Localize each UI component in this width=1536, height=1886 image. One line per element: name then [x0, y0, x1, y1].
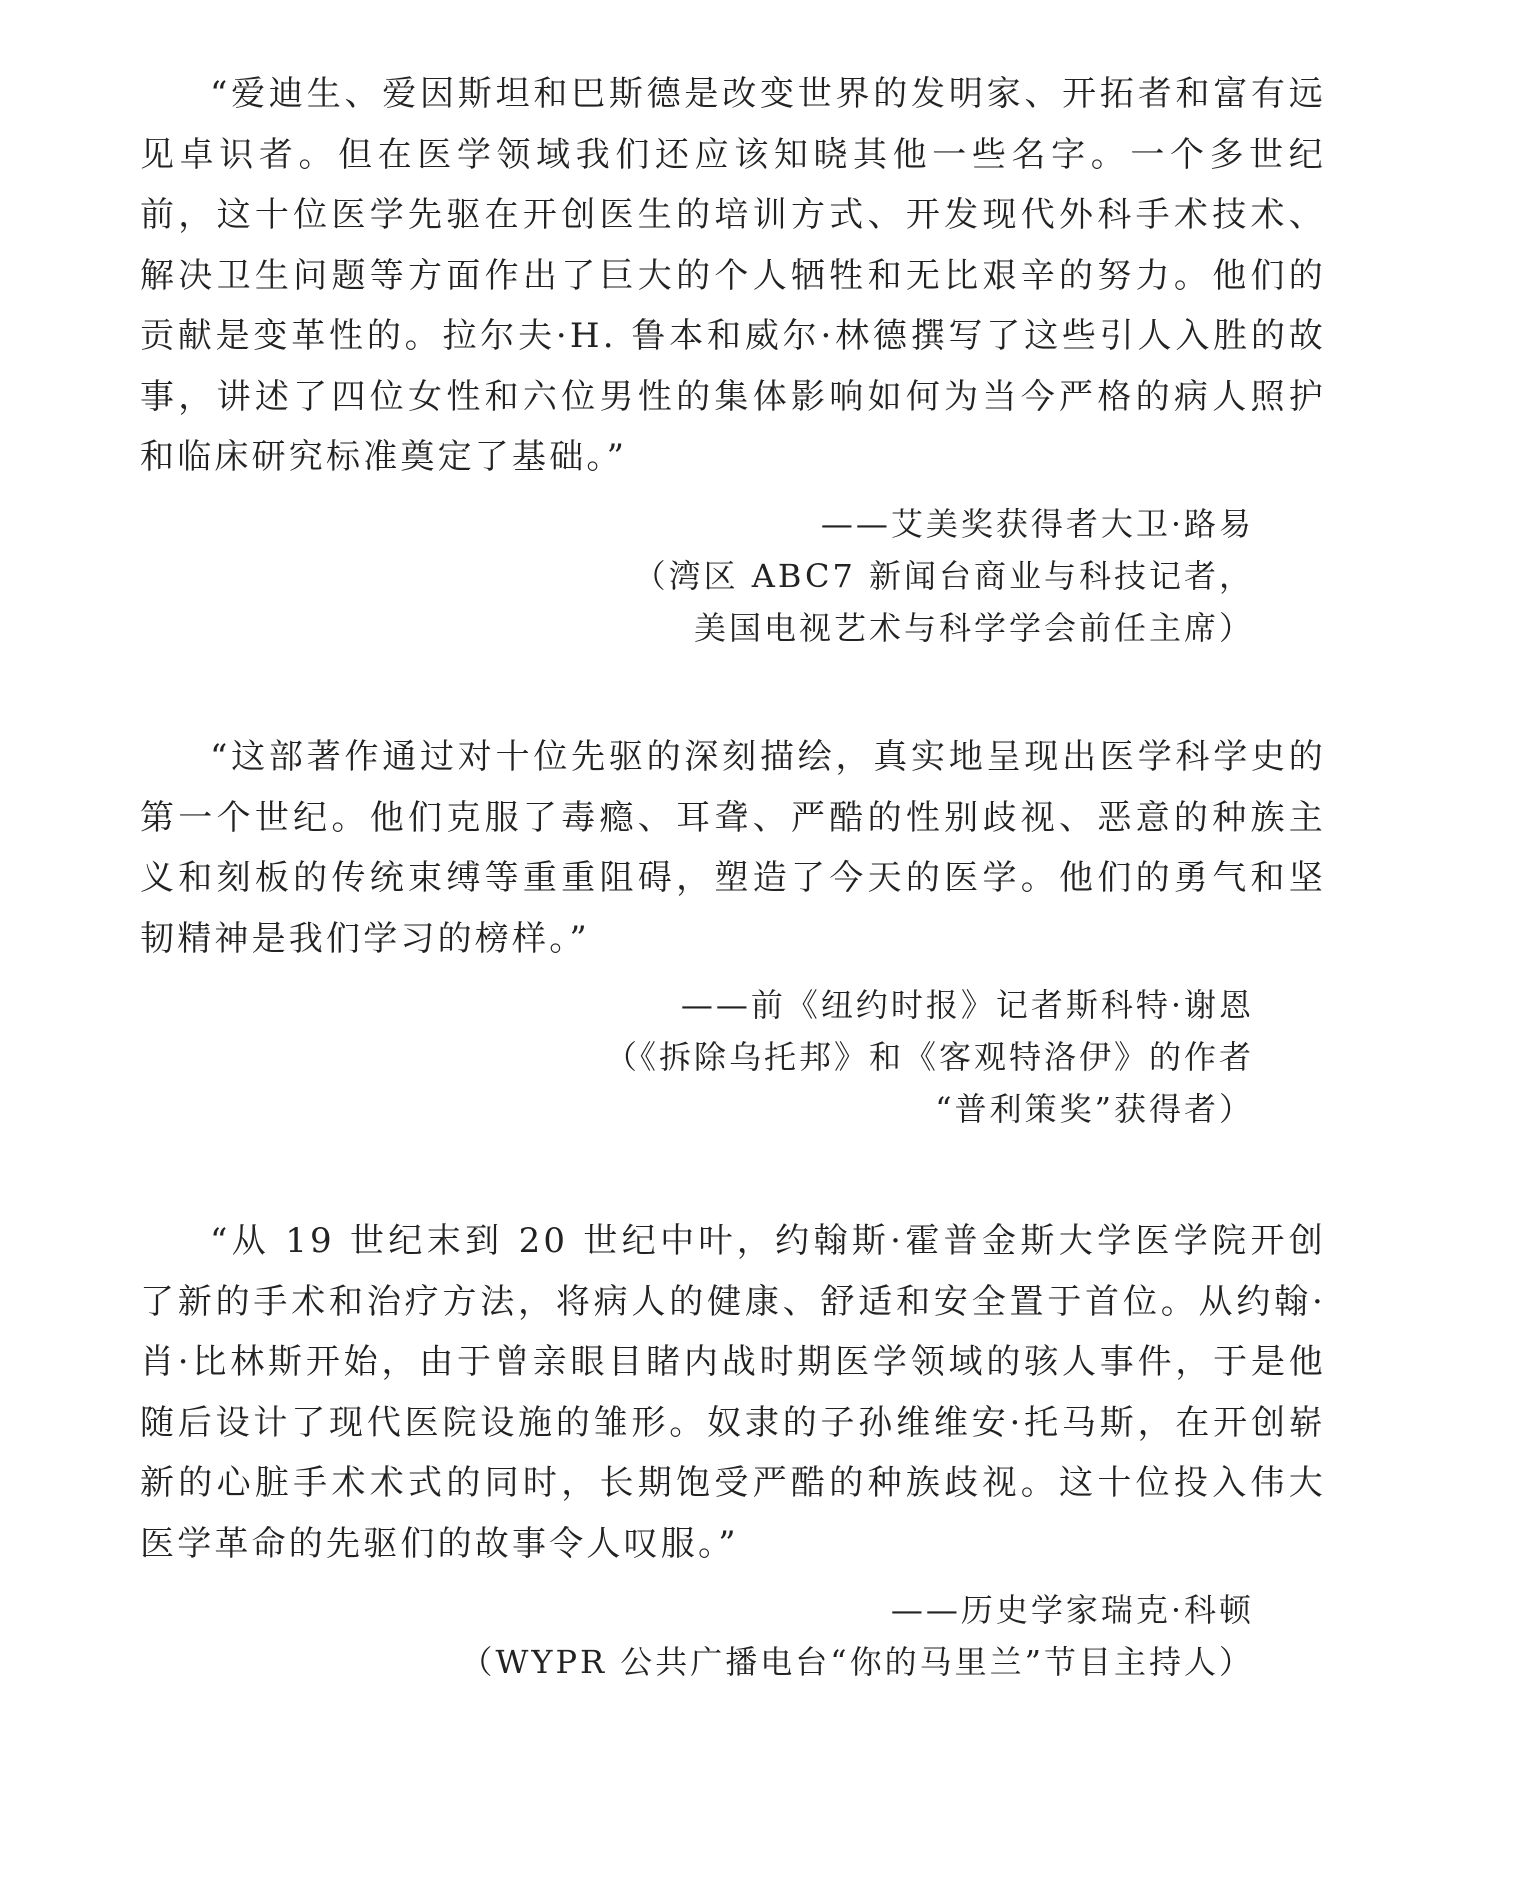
attribution-line: 美国电视艺术与科学学会前任主席） [693, 608, 1254, 647]
attribution-line: ——前《纽约时报》记者斯科特·谢恩 [680, 986, 1254, 1024]
attribution-line: ——历史学家瑞克·科顿 [890, 1591, 1254, 1629]
quote-text: “从 19 世纪末到 20 世纪中叶，约翰斯·霍普金斯大学医学院开创了新的手术和治疗方法，将病人的健康、舒适和安全置于首位。从约翰·肖·比林斯开始，由于曾亲眼目睹内战时期医学领域的骇人事件，于是他随后设计了现代医院设施的雏形。奴隶的子孙维维安·托马斯，在开创崭新的心脏手术术式的同时，长期饱受严酷的种族歧视。这十位投入伟大医学革命的先驱们的故事令人叹服。” [140, 1221, 1326, 1564]
quote-text: “这部著作通过对十位先驱的深刻描绘，真实地呈现出医学科学史的第一个世纪。他们克服了毒瘾、耳聋、严酷的性别歧视、恶意的种族主义和刻板的传统束缚等重重阻碍，塑造了今天的医学。他们的勇气和坚韧精神是我们学习的榜样。” [140, 737, 1326, 959]
quote-attribution [140, 1584, 1326, 1688]
attribution-line: （WYPR 公共广播电台“你的马里兰”节目主持人） [460, 1643, 1254, 1681]
attribution-line: （《拆除乌托邦》和《客观特洛伊》的作者 [604, 1038, 1254, 1076]
endorsement-quote-1 [140, 64, 1326, 654]
attribution-line: ——艾美奖获得者大卫·路易 [820, 504, 1254, 543]
attribution-line: （湾区 ABC7 新闻台商业与科技记者， [633, 556, 1254, 595]
quote-text: “爱迪生、爱因斯坦和巴斯德是改变世界的发明家、开拓者和富有远见卓识者。但在医学领域我们还应该知晓其他一些名字。一个多世纪前，这十位医学先驱在开创医生的培训方式、开发现代外科手术技术、解决卫生问题等方面作出了巨大的个人牺牲和无比艰辛的努力。他们的贡献是变革性的。拉尔夫·H. 鲁本和威尔·林德撰写了这些引人入胜的故事，讲述了四位女性和六位男性的集体影响如何为当今严格的病人照护和临床研究标准奠定了基础。” [140, 74, 1326, 477]
quote-attribution [140, 979, 1326, 1135]
attribution-line: “普利策奖”获得者） [935, 1090, 1254, 1128]
quote-attribution [140, 498, 1326, 654]
endorsement-quote-3 [140, 1211, 1326, 1688]
endorsement-quote-2 [140, 727, 1326, 1135]
